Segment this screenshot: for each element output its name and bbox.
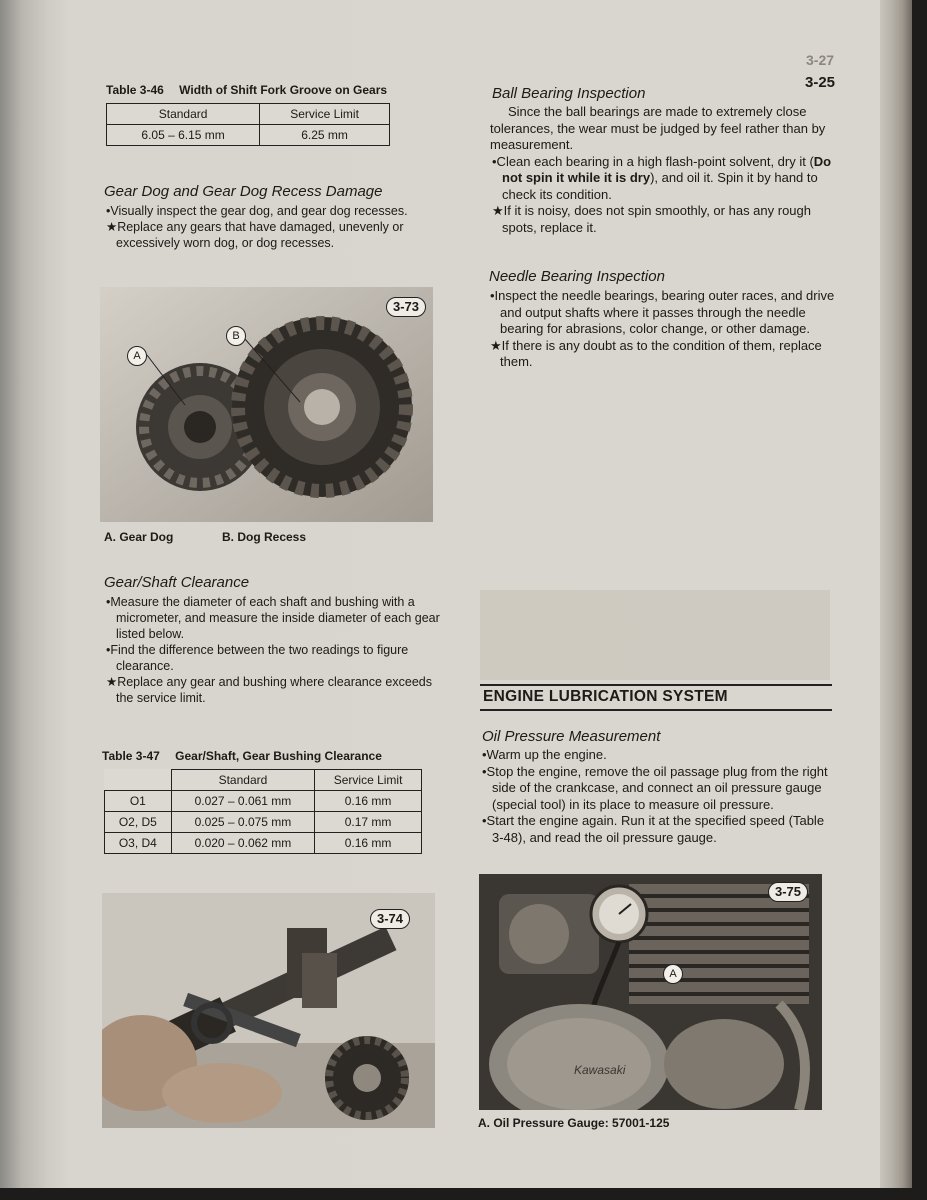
- paragraph: Since the ball bearings are made to extremely close tolerances, the wear must be judged by feel rather than by measurement.: [490, 104, 826, 152]
- list-item: •Stop the engine, remove the oil passage plug from the right side of the crankcase, and connect an oil pressure gauge (special tool) in its place to measure oil pressure.: [482, 763, 828, 812]
- needle-bearing-heading: Needle Bearing Inspection: [489, 268, 665, 285]
- list-item: ★If there is any doubt as to the condition of them, replace them.: [490, 337, 822, 369]
- table-cell: 6.25 mm: [260, 125, 390, 146]
- figure-badge: 3-74: [370, 909, 410, 929]
- table-cell: O2, D5: [105, 812, 172, 833]
- ball-bearing-heading: Ball Bearing Inspection: [492, 85, 646, 102]
- list-item: •Start the engine again. Run it at the specified speed (Table 3-48), and read the oil pressure gauge.: [482, 813, 825, 845]
- carburetor-icon: [499, 894, 599, 974]
- callout-a: A: [127, 346, 147, 366]
- table-cell: 0.17 mm: [315, 812, 422, 833]
- table-cell: 0.027 – 0.061 mm: [171, 791, 314, 812]
- oil-pressure-text: [480, 747, 832, 846]
- engine-illustration: [479, 874, 822, 1110]
- table-header-cell: Standard: [107, 104, 260, 125]
- table-title: Gear/Shaft, Gear Bushing Clearance: [175, 749, 382, 763]
- table-347-caption: [102, 749, 382, 763]
- list-item: •Inspect the needle bearings, bearing outer races, and drive and output shafts where it passes through the needle bearing for abrasions, color change, or other damage.: [490, 288, 835, 336]
- callout-a: A: [663, 964, 683, 984]
- list-item: ★Replace any gears that have damaged, unevenly or excessively worn dog, or dog recesses.: [106, 220, 404, 250]
- section-rule-top: [480, 684, 832, 686]
- figure-caption: A. Oil Pressure Gauge: 57001-125: [478, 1116, 670, 1130]
- table-number: Table 3-47: [102, 749, 160, 763]
- gear-shaft-text: [104, 594, 442, 706]
- pressure-gauge-icon: [591, 886, 647, 942]
- needle-bearing-text: [488, 288, 840, 371]
- gear-icon: [325, 1036, 409, 1120]
- table-header-cell: Standard: [171, 770, 314, 791]
- gear-shaft-heading: Gear/Shaft Clearance: [104, 574, 250, 591]
- list-item: •Measure the diameter of each shaft and bushing with a micrometer, and measure the inside diameter of each gear listed below.: [106, 595, 440, 641]
- list-item: •Visually inspect the gear dog, and gear dog recesses.: [106, 204, 408, 218]
- section-title: ENGINE LUBRICATION SYSTEM: [483, 688, 728, 705]
- engine-cylinder-fins-icon: [629, 884, 809, 1004]
- text-run: •Clean each bearing in a high flash-point solvent, dry it (: [492, 153, 814, 169]
- gear-dog-heading: Gear Dog and Gear Dog Recess Damage: [104, 183, 383, 200]
- page-number: 3-25: [805, 74, 836, 91]
- gear-dog-text: [104, 203, 446, 251]
- bold-warning: Do not spin it while it is dry: [502, 153, 832, 185]
- list-item: ★Replace any gear and bushing where clearance exceeds the service limit.: [106, 675, 432, 705]
- brand-text: Kawasaki: [574, 1063, 626, 1077]
- table-cell: 0.025 – 0.075 mm: [171, 812, 314, 833]
- faded-page-number: 3-27: [806, 52, 835, 68]
- table-cell: 6.05 – 6.15 mm: [107, 125, 260, 146]
- table-header-cell: Service Limit: [315, 770, 422, 791]
- table-header-cell: Service Limit: [260, 104, 390, 125]
- gear-illustration: [100, 287, 433, 522]
- table-cell: 0.16 mm: [315, 833, 422, 854]
- table-cell: 0.16 mm: [315, 791, 422, 812]
- ball-bearing-text: [490, 104, 840, 236]
- table-346: [106, 103, 390, 146]
- list-item: ★If it is noisy, does not spin smoothly, or has any rough spots, replace it.: [492, 203, 811, 235]
- page-edge: [880, 0, 912, 1188]
- figure-373-photo: [100, 287, 433, 522]
- bleed-through-block: [480, 590, 830, 680]
- list-item: [490, 154, 840, 204]
- text-run: ), and oil it. Spin it by hand to check its condition.: [502, 170, 818, 202]
- figure-badge: 3-73: [386, 297, 426, 317]
- table-cell: 0.020 – 0.062 mm: [171, 833, 314, 854]
- figure-caption-a: A. Gear Dog: [104, 530, 174, 544]
- callout-b: B: [226, 326, 246, 346]
- section-rule-bottom: [480, 709, 832, 711]
- large-gear-icon: [232, 317, 412, 497]
- table-cell: O1: [105, 791, 172, 812]
- table-cell: O3, D4: [105, 833, 172, 854]
- table-347: [104, 769, 422, 854]
- oil-pressure-heading: Oil Pressure Measurement: [482, 728, 661, 745]
- figure-caption-b: B. Dog Recess: [222, 530, 307, 544]
- list-item: •Find the difference between the two readings to figure clearance.: [106, 643, 409, 673]
- table-title: Width of Shift Fork Groove on Gears: [179, 83, 388, 97]
- table-header-cell: [105, 770, 172, 791]
- figure-badge: 3-75: [768, 882, 808, 902]
- list-item: •Warm up the engine.: [482, 747, 607, 762]
- table-number: Table 3-46: [106, 83, 164, 97]
- figure-375-photo: [479, 874, 822, 1110]
- table-346-caption: [106, 83, 387, 97]
